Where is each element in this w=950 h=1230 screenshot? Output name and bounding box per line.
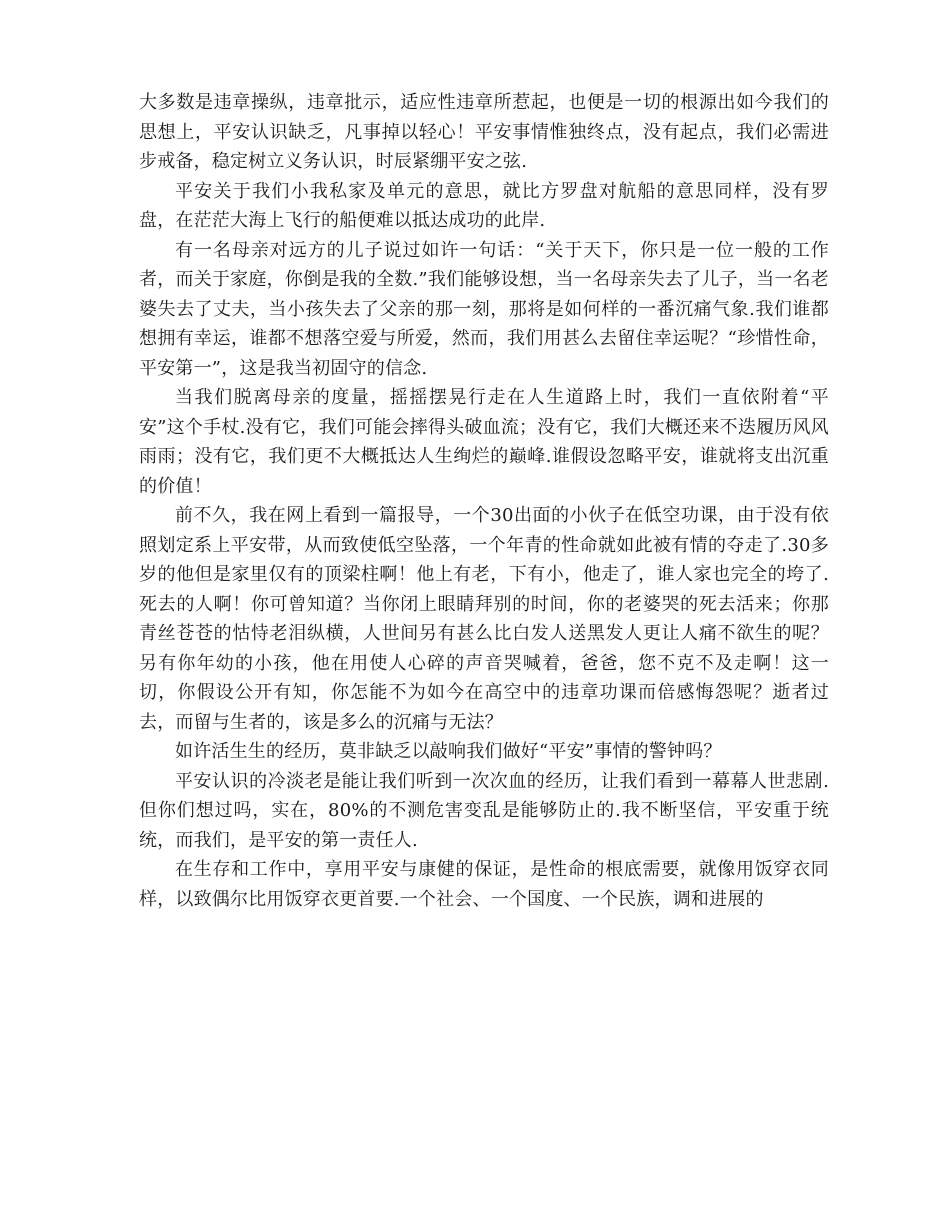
paragraph-3: 有一名母亲对远方的儿子说过如许一句话：“关于天下，你只是一位一般的工作者，而关于家庭，你倒是我的全数.”我们能够设想，当一名母亲失去了儿子，当一名老婆失去了丈夫，当小孩失去了父亲的那一刻，那将是如何样的一番沉痛气象.我们谁都想拥有幸运，谁都不想落空爱与所爱，然而，我们用甚么去留住幸运呢？“珍惜性命，平安第一”，这是我当初固守的信念. [139,239,829,379]
paragraph-5: 前不久，我在网上看到一篇报导，一个30出面的小伙子在低空功课，由于没有依照划定系上平安带，从而致使低空坠落，一个年青的性命就如此被有情的夺走了.30多岁的他但是家里仅有的顶梁柱啊！他上有老，下有小，他走了，谁人家也完全的垮了.死去的人啊！你可曾知道？当你闭上眼睛拜别的时间，你的老婆哭的死去活来；你那青丝苍苍的怙恃老泪纵横，人世间另有甚么比白发人送黑发人更让人痛不欲生的呢？另有你年幼的小孩，他在用使人心碎的声音哭喊着，爸爸，您不克不及走啊！这一切，你假设公开有知，你怎能不为如今在高空中的违章功课而倍感悔怨呢？逝者过去，而留与生者的，该是多么的沉痛与无法？ [139,505,829,733]
document-body [139,88,829,914]
paragraph-6: 如许活生生的经历，莫非缺乏以敲响我们做好“平安”事情的警钟吗？ [175,741,722,762]
paragraph-7: 平安认识的冷淡老是能让我们听到一次次血的经历，让我们看到一幕幕人世悲剧.但你们想过吗，实在，80%的不测危害变乱是能够防止的.我不断坚信，平安重于统统，而我们，是平安的第一责任人. [139,770,829,851]
paragraph-1: 大多数是违章操纵，违章批示，适应性违章所惹起，也便是一切的根源出如今我们的思想上，平安认识缺乏，凡事掉以轻心！平安事情惟独终点，没有起点，我们必需进步戒备，稳定树立义务认识，时辰紧绷平安之弦. [139,92,829,172]
paragraph-8: 在生存和工作中，享用平安与康健的保证，是性命的根底需要，就像用饭穿衣同样，以致偶尔比用饭穿衣更首要.一个社会、一个国度、一个民族，调和进展的 [139,859,829,910]
paragraph-2: 平安关于我们小我私家及单元的意思，就比方罗盘对航船的意思同样，没有罗盘，在茫茫大海上飞行的船便难以抵达成功的此岸. [139,180,829,231]
paragraph-4: 当我们脱离母亲的度量，摇摇摆晃行走在人生道路上时，我们一直依附着“平安”这个手杖.没有它，我们可能会摔得头破血流；没有它，我们大概还来不迭履历风风雨雨；没有它，我们更不大概抵达人生绚烂的巅峰.谁假设忽略平安，谁就将支出沉重的价值！ [139,387,829,497]
